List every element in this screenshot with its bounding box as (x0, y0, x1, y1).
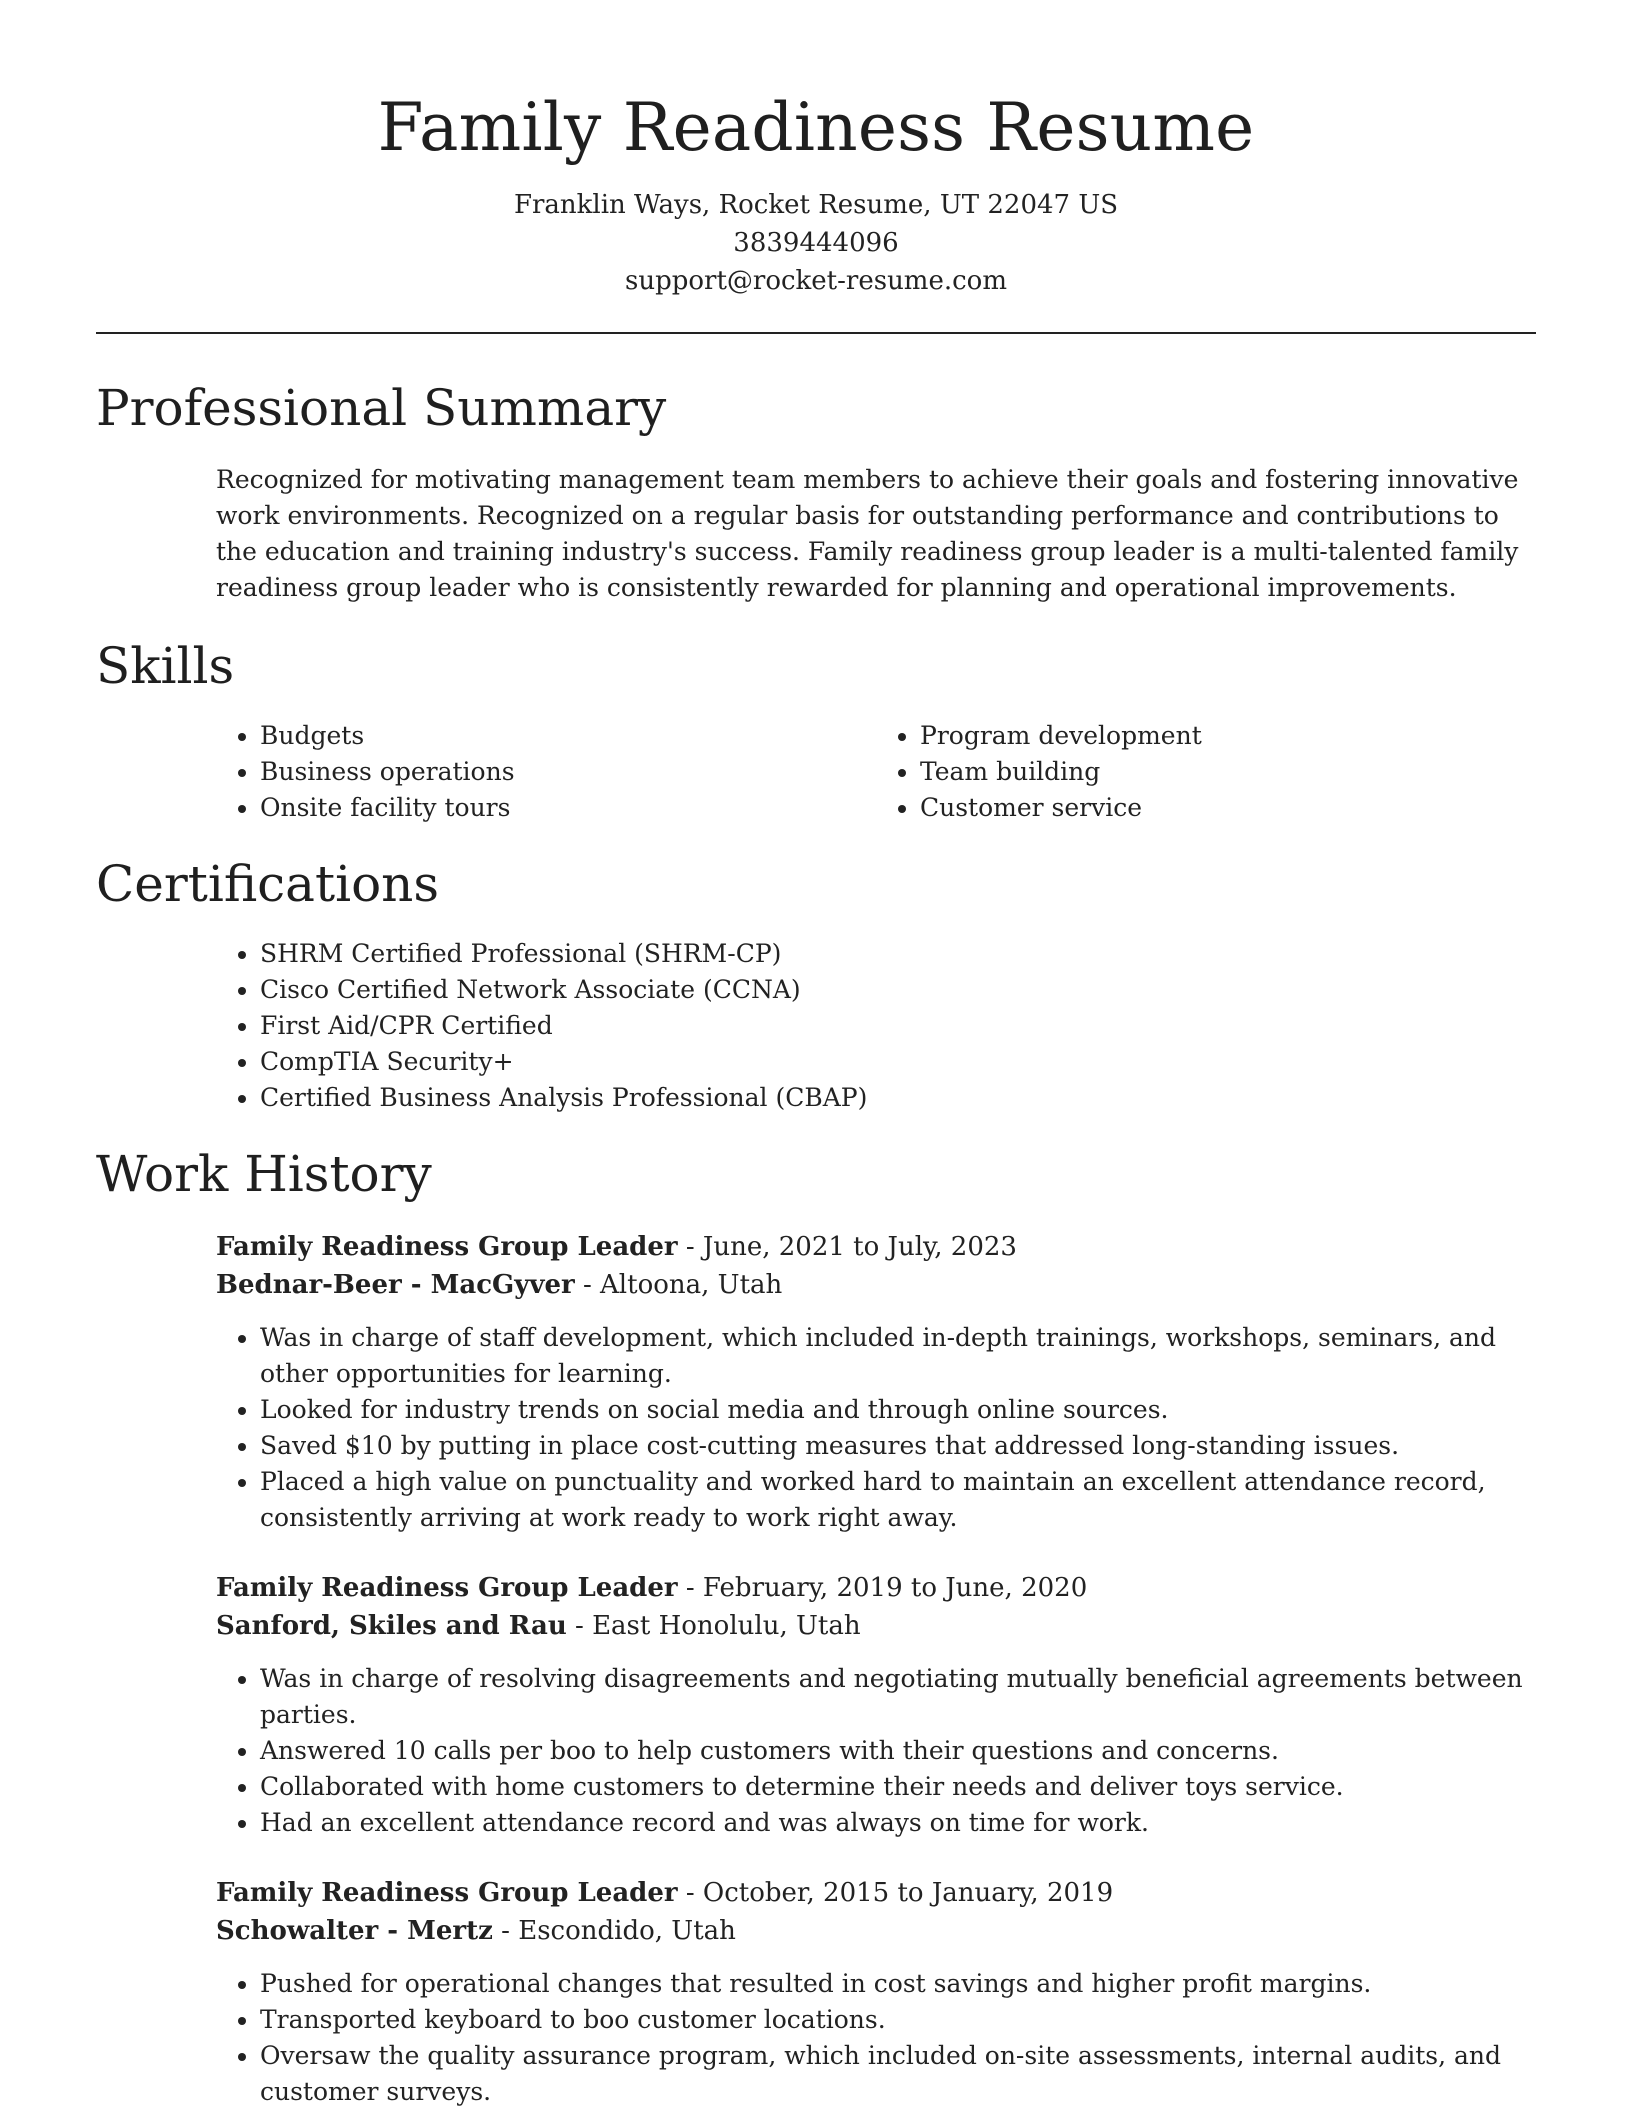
work-history-section (0, 1142, 1632, 2110)
job-company: Schowalter - Mertz (216, 1916, 493, 1946)
certifications-block (216, 936, 1536, 1116)
skill-item: • Team building (920, 754, 1536, 790)
job-entry (216, 1569, 1536, 1841)
job-duty: • Placed a high value on punctuality and worked hard to maintain an excellent attendance record, consistently arriving at work ready to work right away. (260, 1464, 1536, 1536)
skills-grid (216, 718, 1536, 826)
summary-section (0, 376, 1632, 606)
job-duty: • Was in charge of staff development, which included in-depth trainings, workshops, seminars, and other opportunities for learning. (260, 1320, 1536, 1392)
job-entry (216, 1874, 1536, 2110)
job-duty: • Looked for industry trends on social media and through online sources. (260, 1392, 1536, 1428)
job-duty: • Transported keyboard to boo customer locations. (260, 2002, 1536, 2038)
job-role: Family Readiness Group Leader (216, 1232, 678, 1262)
resume-header (0, 0, 1632, 300)
skill-item: • Budgets (260, 718, 876, 754)
job-duty: • Collaborated with home customers to determine their needs and deliver toys service. (260, 1769, 1536, 1805)
job-duty: • Pushed for operational changes that resulted in cost savings and higher profit margins. (260, 1966, 1536, 2002)
certification-item: • Certified Business Analysis Professional (CBAP) (260, 1080, 1536, 1116)
skill-item: • Program development (920, 718, 1536, 754)
contact-block (0, 186, 1632, 300)
certification-item: • SHRM Certified Professional (SHRM-CP) (260, 936, 1536, 972)
skills-list-left (216, 718, 876, 826)
certifications-heading: Certifications (96, 855, 440, 913)
job-role: Family Readiness Group Leader (216, 1878, 678, 1908)
job-title-line (216, 1569, 1536, 1607)
job-company-line (216, 1266, 1536, 1304)
job-duty: • Had an excellent attendance record and was always on time for work. (260, 1805, 1536, 1841)
job-entry (216, 1228, 1536, 1536)
skill-item: • Customer service (920, 790, 1536, 826)
job-company: Sanford, Skiles and Rau (216, 1611, 567, 1641)
work-history-heading: Work History (96, 1145, 432, 1203)
job-duties-list (216, 1661, 1536, 1841)
job-role: Family Readiness Group Leader (216, 1573, 678, 1603)
email: support@rocket-resume.com (624, 266, 1007, 296)
certification-item: • CompTIA Security+ (260, 1044, 1536, 1080)
job-duties-list (216, 1320, 1536, 1536)
certification-item: • First Aid/CPR Certified (260, 1008, 1536, 1044)
certifications-section (0, 852, 1632, 1116)
skills-list-right (876, 718, 1536, 826)
skills-section (0, 634, 1632, 826)
job-dates: - October, 2015 to January, 2019 (677, 1878, 1114, 1908)
address: Franklin Ways, Rocket Resume, UT 22047 US (513, 190, 1119, 220)
skill-item: • Onsite facility tours (260, 790, 876, 826)
resume-title: Family Readiness Resume (377, 89, 1255, 166)
job-duty: • Was in charge of resolving disagreements and negotiating mutually beneficial agreements between parties. (260, 1661, 1536, 1733)
certifications-list (216, 936, 1536, 1116)
phone: 3839444096 (733, 228, 899, 258)
job-company-line (216, 1912, 1536, 1950)
skill-item: • Business operations (260, 754, 876, 790)
job-duty: • Saved $10 by putting in place cost-cutting measures that addressed long-standing issues. (260, 1428, 1536, 1464)
job-company: Bednar-Beer - MacGyver (216, 1270, 575, 1300)
job-title-line (216, 1874, 1536, 1912)
job-duty: • Answered 10 calls per boo to help customers with their questions and concerns. (260, 1733, 1536, 1769)
certification-item: • Cisco Certified Network Associate (CCNA) (260, 972, 1536, 1008)
job-title-line (216, 1228, 1536, 1266)
job-location: - Altoona, Utah (574, 1270, 783, 1300)
summary-text: Recognized for motivating management team members to achieve their goals and fostering innovative work environments. Recognized on a regular basis for outstanding performance and contributions to the education and training industry's success. Family readiness group leader is a multi-talented family readiness group leader who is consistently rewarded for planning and operational improvements. (216, 465, 1519, 602)
job-duties-list (216, 1966, 1536, 2110)
job-company-line (216, 1607, 1536, 1645)
job-location: - Escondido, Utah (492, 1916, 736, 1946)
header-divider (96, 332, 1536, 334)
job-dates: - February, 2019 to June, 2020 (677, 1573, 1088, 1603)
job-dates: - June, 2021 to July, 2023 (677, 1232, 1017, 1262)
summary-heading: Professional Summary (96, 379, 667, 437)
job-location: - East Honolulu, Utah (566, 1611, 861, 1641)
job-duty: • Oversaw the quality assurance program, which included on-site assessments, internal audits, and customer surveys. (260, 2038, 1536, 2110)
skills-heading: Skills (96, 637, 235, 695)
